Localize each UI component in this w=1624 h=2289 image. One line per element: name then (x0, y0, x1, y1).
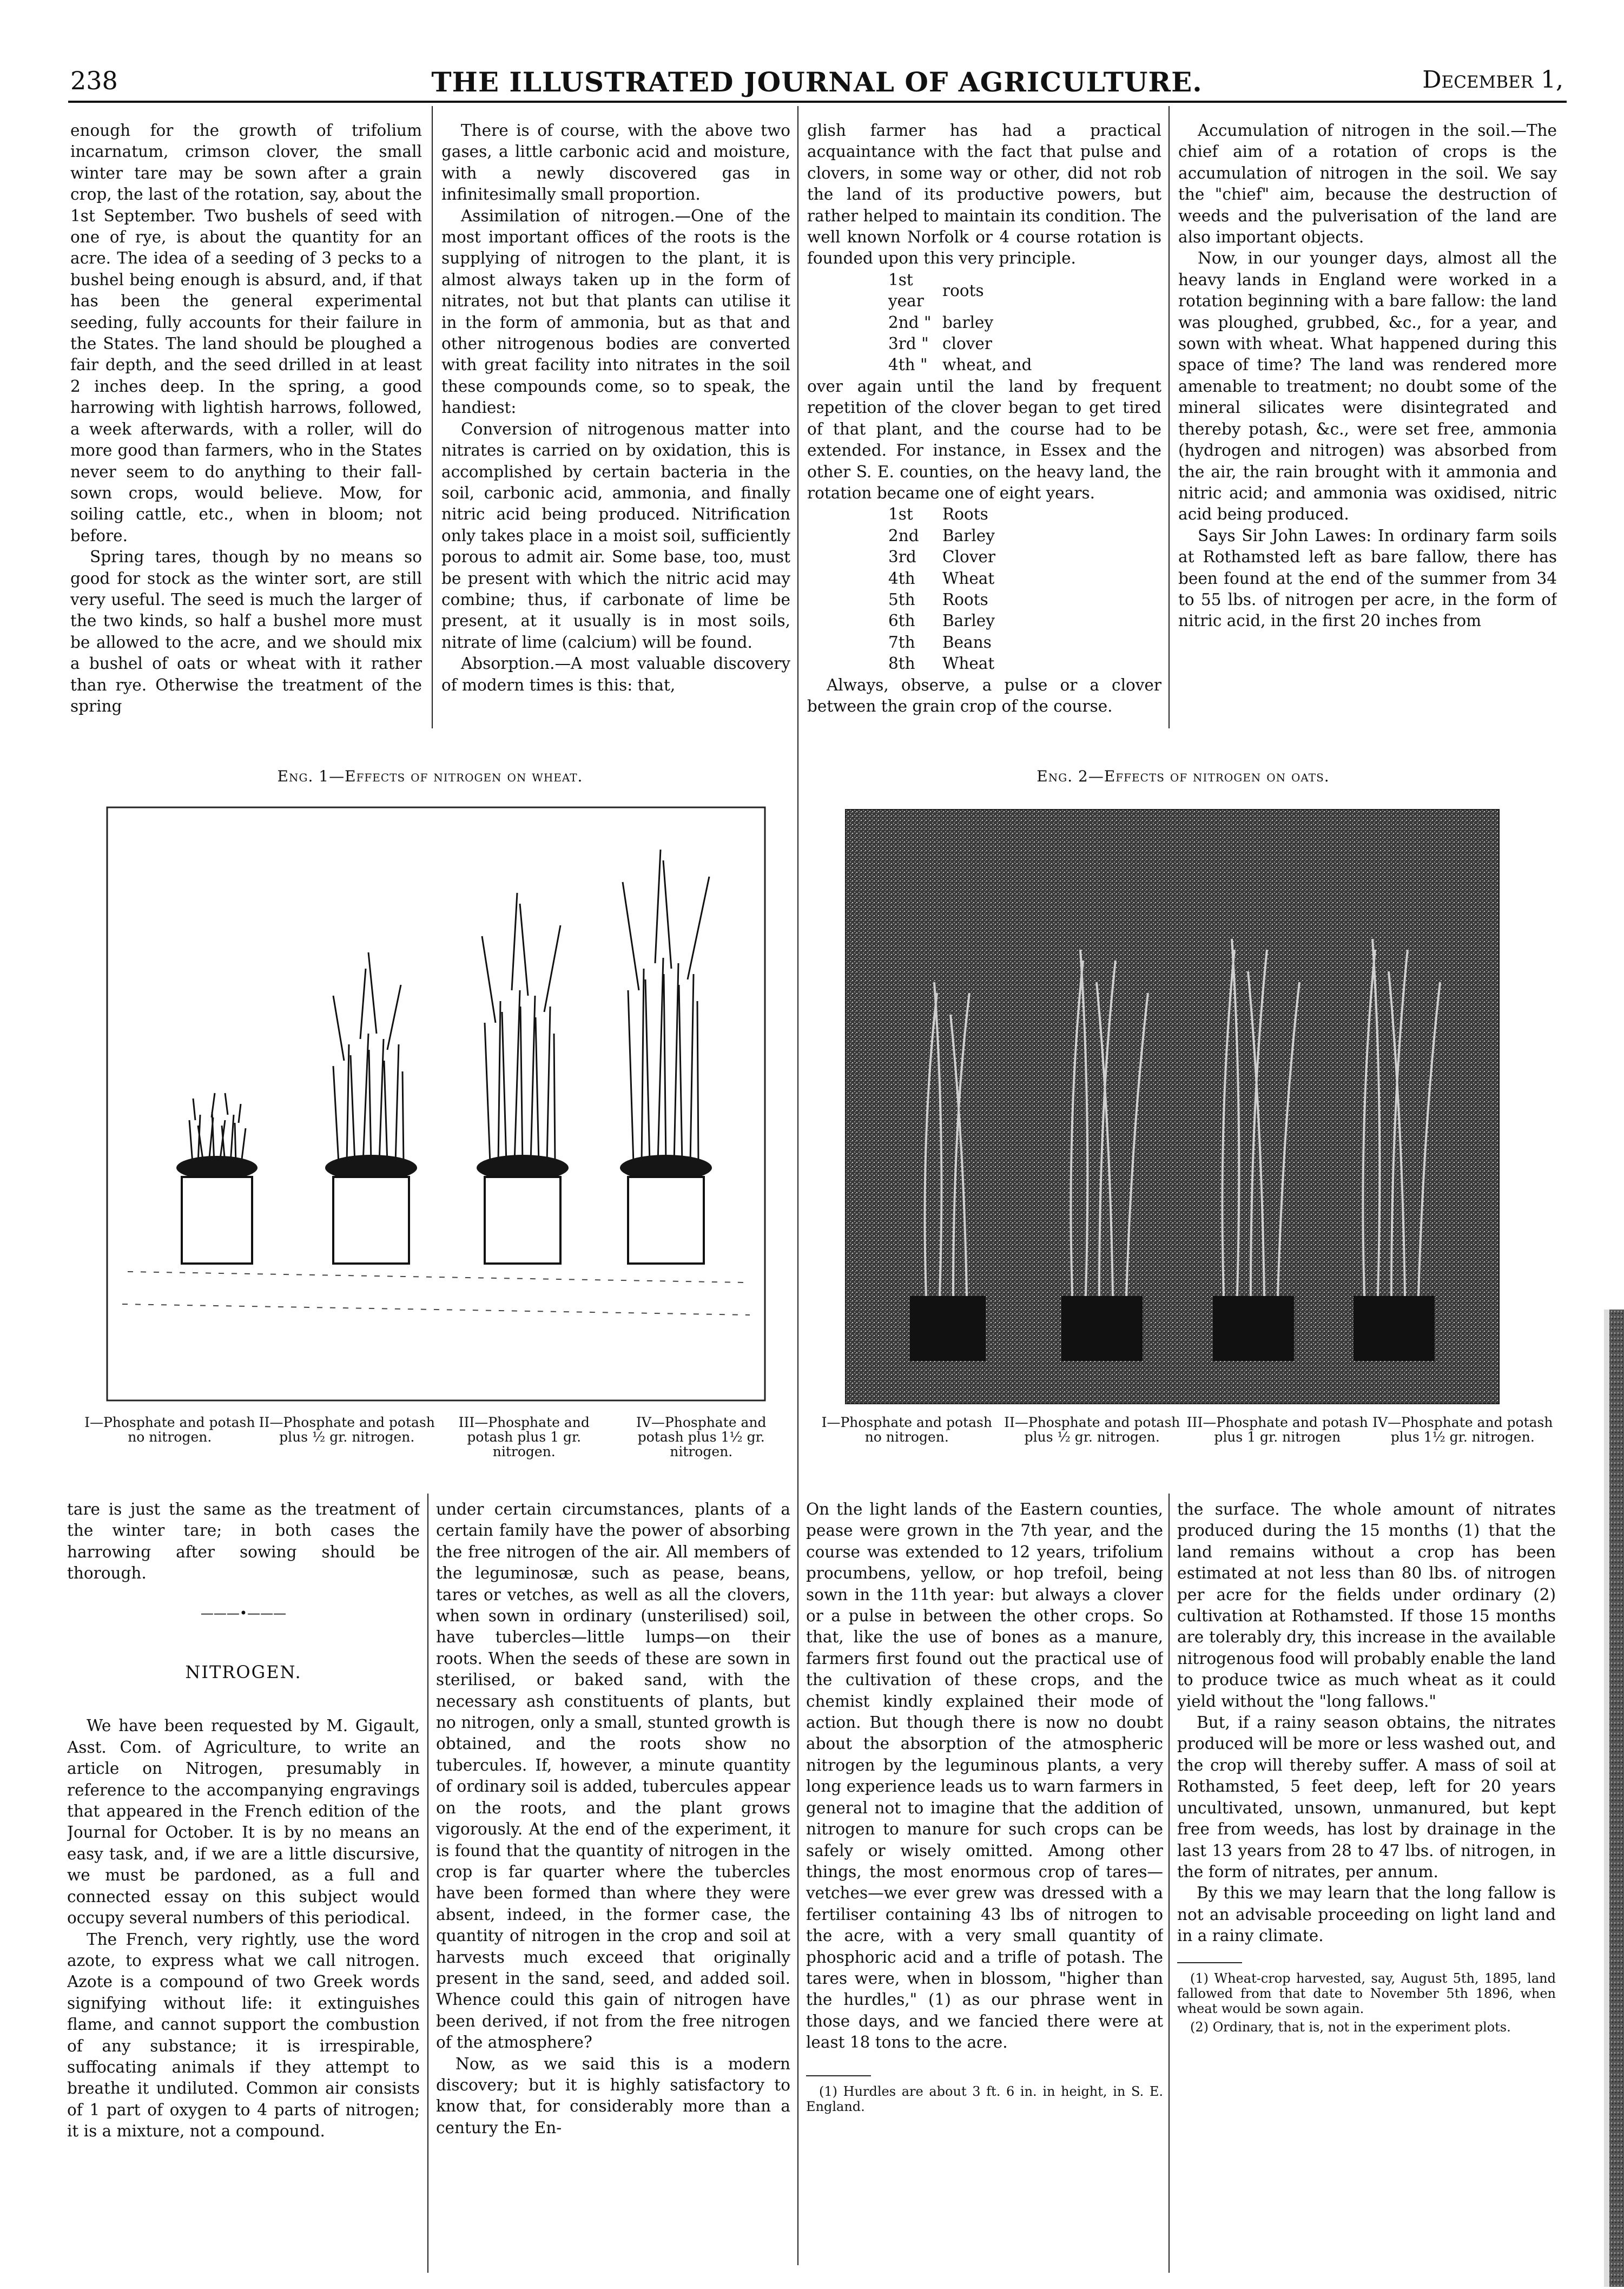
rotation-row (807, 589, 1161, 610)
column-rule-center (797, 106, 798, 2265)
rotation-crop: clover (942, 334, 992, 353)
rotation-row (807, 333, 1161, 354)
rotation-crop: Wheat (942, 569, 995, 588)
figure-1-caption: Eng. 1—Effects of nitrogen on wheat. (277, 767, 583, 785)
pot-label: III—Phosphate and potash plus 1 gr. nitrogen (1186, 1415, 1368, 1445)
issue-date: December 1, (1422, 66, 1563, 94)
rotation-crop: roots (942, 281, 984, 300)
paragraph: over again until the land by frequent repetition of the clover began to get tired of that plant, and the course had to be extended. For instance, in Essex and the other S. E. counties, on the heavy land, the rotation became one of eight years. (807, 377, 1161, 502)
footnote-rule (1177, 1962, 1242, 1963)
figure-1-wheat-engraving (106, 806, 766, 1402)
rotation-year: 2nd " (888, 313, 932, 332)
paragraph: glish farmer has had a practical acquaintance with the fact that pulse and clovers, in some way or other, did not rob the land of its productive powers, but rather helped to maintain its condition. The well known Norfolk or 4 course rotation is founded upon this very principle. (807, 121, 1161, 268)
paragraph: The French, very rightly, use the word azote, to express what we call nitrogen. Azote is a compound of two Greek words signifying without life: it extinguishes flame, and cannot support the combustion of any substance; it is irrespirable, suffocating animals if they attempt to breathe it undiluted. Common air consists of 1 part of oxygen to 4 parts of nitrogen; it is a mixture, not a compound. (67, 1930, 420, 2141)
section-ornament: ———•——— (200, 1605, 287, 1621)
journal-title: THE ILLUSTRATED JOURNAL OF AGRICULTURE. (431, 66, 1203, 98)
pot-label: I—Phosphate and potash no nitrogen. (84, 1415, 255, 1445)
rotation-row (807, 547, 1161, 568)
rotation-row (807, 653, 1161, 674)
top-column-3 (807, 120, 1161, 732)
rotation-row (807, 354, 1161, 376)
paragraph: Spring tares, though by no means so good for stock as the winter sort, are still very useful. The seed is much the larger of the two kinds, so half a bushel more must be allowed to the acre, and we should mix a bushel of oats or wheat with it rather than rye. Otherwise the treatment of the spring (70, 548, 422, 715)
footnote-rule (806, 2075, 871, 2076)
column-rule (1169, 106, 1170, 728)
bottom-column-3 (806, 1499, 1163, 2267)
paragraph: On the light lands of the Eastern counties, pease were grown in the 7th year, and the course was extended to 12 years, trifolium procumbens, yellow, or hop trefoil, being sown in the 11th year: but always a clover or a pulse in between the other crops. So that, like the use of bones as a manure, farmers first found out the practical use of the cultivation of these crops, and the chemist kindly explained their mode of action. But though there is now no doubt about the absorption of the atmospheric nitrogen by the leguminous plants, a very long experience leads us to warn farmers in general not to imagine that the addition of nitrogen to manure for such crops can be safely or wisely omitted. Among other things, the most enormous crop of tares—vetches—we ever grew was dressed with a fertiliser containing 43 lbs of nitrogen to the acre, with a very small quantity of phosphoric acid and a trifle of potash. The tares were, when in blossom, "higher than the hurdles," (1) as our phrase went in those days, and we fancied there were at least 18 tons to the acre. (806, 1500, 1163, 2052)
page-number: 238 (70, 66, 118, 95)
rotation-crop: Roots (942, 590, 988, 609)
eight-course-rotation-table (807, 504, 1161, 674)
footnote: (1) Wheat-crop harvested, say, August 5th, 1895, land fallowed from that date to November 5th 1896, when wheat would be sown again. (1177, 1970, 1556, 2016)
rotation-row (807, 525, 1161, 547)
rotation-row (807, 504, 1161, 525)
paragraph: enough for the growth of trifolium incarnatum, crimson clover, the small winter tare may be sown after a grain crop, the last of the rotation, say, about the 1st September. Two bushels of seed with one of rye, is about the quantity for an acre. The idea of a seeding of 3 pecks to a bushel being enough is absurd, and, if that has been the general experimental seeding, fully accounts for their failure in the States. The land should be ploughed a fair depth, and the seed drilled in at least 2 inches deep. In the spring, a good harrowing with lightish harrows, followed, a week afterwards, with a roller, will do more good than farmers, who in the States never seem to do anything to their fall-sown crops, would believe. Mow, for soiling cattle, etc., when in bloom; not before. (70, 121, 422, 545)
rotation-year: 4th (888, 569, 915, 588)
section-title-nitrogen: NITROGEN. (185, 1662, 302, 1683)
rotation-crop: Roots (942, 505, 988, 524)
wheat-plants-illustration (106, 806, 766, 1402)
rotation-year: 8th (888, 654, 915, 673)
oats-plants-illustration (845, 809, 1500, 1404)
paragraph: But, if a rainy season obtains, the nitrates produced will be more or less washed out, and the crop will thereby suffer. A mass of soil at Rothamsted, 5 feet deep, left for 20 years uncultivated, unsown, unmanured, but kept free from weeds, has lost by drainage in the last 13 years from 28 to 47 lbs. of nitrogen, in the form of nitrates, per annum. (1177, 1713, 1556, 1881)
paragraph: Now, as we said this is a modern discovery; but it is highly satisfactory to know that, for considerably more than a century the En- (436, 2054, 790, 2137)
rotation-year: 7th (888, 633, 915, 652)
bottom-column-2 (436, 1499, 790, 2267)
header-rule (68, 101, 1567, 103)
scan-edge-texture (1604, 1310, 1624, 2287)
paragraph: Conversion of nitrogenous matter into nitrates is carried on by oxidation, this is accomplished by certain bacteria in the soil, carbonic acid, ammonia, and finally nitric acid being produced. Nitrification only takes place in a moist soil, sufficiently porous to admit air. Some base, too, must be present with which the nitric acid may combine; thus, if carbonate of lime be present, at it usually is in most soils, nitrate of lime (calcium) will be found. (441, 419, 790, 652)
pot-label: I—Phosphate and potash no nitrogen. (821, 1415, 992, 1445)
paragraph: Absorption.—A most valuable discovery of modern times is this: that, (441, 654, 790, 694)
footnotes (1177, 1971, 1556, 2035)
rotation-year: 6th (888, 611, 915, 630)
bottom-column-1 (67, 1499, 420, 2267)
paragraph: under certain circumstances, plants of a certain family have the power of absorbing the free nitrogen of the air. All members of the leguminosæ, such as pease, beans, tares or vetches, as well as all the clovers, when sown in ordinary (unsterilised) soil, have tubercles—little lumps—on their roots. When the seeds of these are sown in sterilised, or baked sand, with the necessary ash constituents of plants, but no nitrogen, only a small, stunted growth is obtained, and the roots show no tubercules. If, however, a minute quantity of ordinary soil is added, tubercules appear on the roots, and the plant grows vigorously. At the end of the experiment, it is found that the quantity of nitrogen in the crop is far quarter where the tubercles have been formed than where they were absent, indeed, in the former case, the quantity of nitrogen in the crop and soil at harvests much exceed that originally present in the sand, seed, and added soil. Whence could this gain of nitrogen have been derived, if not from the free nitrogen of the atmosphere? (436, 1500, 790, 2052)
rotation-crop: Wheat (942, 654, 995, 673)
figure-2-oats-engraving (845, 809, 1500, 1404)
pot-label: II—Phosphate and potash plus ½ gr. nitrogen. (259, 1415, 435, 1445)
paragraph: There is of course, with the above two gases, a little carbonic acid and moisture, with a newly discovered gas in infinitesimally small proportion. (441, 121, 790, 204)
column-rule (1169, 1494, 1170, 2273)
paragraph: the surface. The whole amount of nitrates produced during the 15 months (1) that the land remains without a crop has been estimated at not less than 80 lbs. of nitrogen per acre for the fields under ordinary (2) cultivation at Rothamsted. If those 15 months are tolerably dry, this increase in the available nitrogenous food will probably enable the land to produce twice as much wheat as it could yield without the "long fallows." (1177, 1500, 1556, 1711)
rotation-year: 3rd (888, 548, 916, 567)
paragraph: Accumulation of nitrogen in the soil.—The chief aim of a rotation of crops is the accumulation of nitrogen in the soil. We say the "chief" aim, because the destruction of weeds and the pulverisation of the land are also important objects. (1178, 121, 1557, 247)
paragraph: tare is just the same as the treatment of the winter tare; in both cases the harrowing after sowing should be thorough. (67, 1500, 420, 1583)
four-course-rotation-table (807, 269, 1161, 376)
top-column-2 (441, 120, 790, 732)
rotation-crop: Beans (942, 633, 992, 652)
paragraph: Always, observe, a pulse or a clover between the grain crop of the course. (807, 675, 1161, 715)
paragraph: Says Sir John Lawes: In ordinary farm soils at Rothamsted left as bare fallow, there has been found at the end of the summer from 34 to 55 lbs. of nitrogen per acre, in the form of nitric acid, in the first 20 inches from (1178, 526, 1557, 630)
paragraph: Now, in our younger days, almost all the heavy lands in England were worked in a rotation beginning with a bare fallow: the land was ploughed, grubbed, &c., for a year, and sown with wheat. What happened during this space of time? The land was rendered more amenable to treatment; no doubt some of the mineral silicates were disintegrated and thereby potash, &c., were set free, ammonia (hydrogen and nitrogen) was absorbed from the air, the rain brought with it ammonia and nitric acid; and ammonia was oxidised, nitric acid being produced. (1178, 249, 1557, 524)
rotation-year: 2nd (888, 526, 919, 545)
rotation-row (807, 632, 1161, 653)
pot-label: IV—Phosphate and potash plus 1½ gr. nitrogen. (636, 1415, 767, 1459)
rotation-crop: barley (942, 313, 994, 332)
rotation-row (807, 269, 1161, 312)
pot-label: IV—Phosphate and potash plus 1½ gr. nitrogen. (1372, 1415, 1553, 1445)
rotation-crop: wheat, and (942, 356, 1032, 374)
column-rule (427, 1494, 428, 2273)
column-rule (432, 106, 433, 728)
figure-1-pot-labels (81, 1415, 790, 1459)
figure-2-pot-labels (814, 1415, 1555, 1444)
rotation-crop: Barley (942, 611, 995, 630)
top-column-4 (1178, 120, 1557, 732)
pot-label: III—Phosphate and potash plus 1 gr. nitrogen. (458, 1415, 590, 1459)
rotation-crop: Barley (942, 526, 995, 545)
pot-label: II—Phosphate and potash plus ½ gr. nitrogen. (1004, 1415, 1180, 1445)
rotation-row (807, 568, 1161, 589)
rotation-year: 1st year (888, 270, 924, 311)
paragraph: Assimilation of nitrogen.—One of the most important offices of the roots is the supplying of nitrogen to the plant, it is almost always taken up in the form of nitrates, not but that plants can utilise it in the form of ammonia, but as that and other nitrogenous bodies are converted with great facility into nitrates in the soil these compounds come, so to speak, the handiest: (441, 206, 790, 417)
bottom-column-4 (1177, 1499, 1556, 2267)
rotation-year: 3rd " (888, 334, 929, 353)
figure-2-caption: Eng. 2—Effects of nitrogen on oats. (1037, 767, 1330, 785)
rotation-row (807, 610, 1161, 632)
page-header (70, 66, 1563, 98)
rotation-crop: Clover (942, 548, 995, 567)
footnote: (2) Ordinary, that is, not in the experiment plots. (1190, 2019, 1511, 2035)
rotation-year: 4th " (888, 356, 928, 374)
rotation-year: 1st (888, 505, 913, 524)
top-column-1 (70, 120, 422, 732)
footnotes (806, 2084, 1163, 2114)
paragraph: We have been requested by M. Gigault, Asst. Com. of Agriculture, to write an article on Nitrogen, presumably in reference to the accompanying engravings that appeared in the French edition of the Journal for October. It is by no means an easy task, and, if we are a little discursive, we must be pardoned, as a full and connected essay on this subject would occupy several numbers of this periodical. (67, 1716, 420, 1928)
scan-edge-shadow (1604, 1310, 1624, 2287)
rotation-row (807, 312, 1161, 333)
paragraph: By this we may learn that the long fallow is not an advisable proceeding on light land and in a rainy climate. (1177, 1884, 1556, 1945)
footnote: (1) Hurdles are about 3 ft. 6 in. in height, in S. E. England. (806, 2083, 1163, 2114)
rotation-year: 5th (888, 590, 915, 609)
